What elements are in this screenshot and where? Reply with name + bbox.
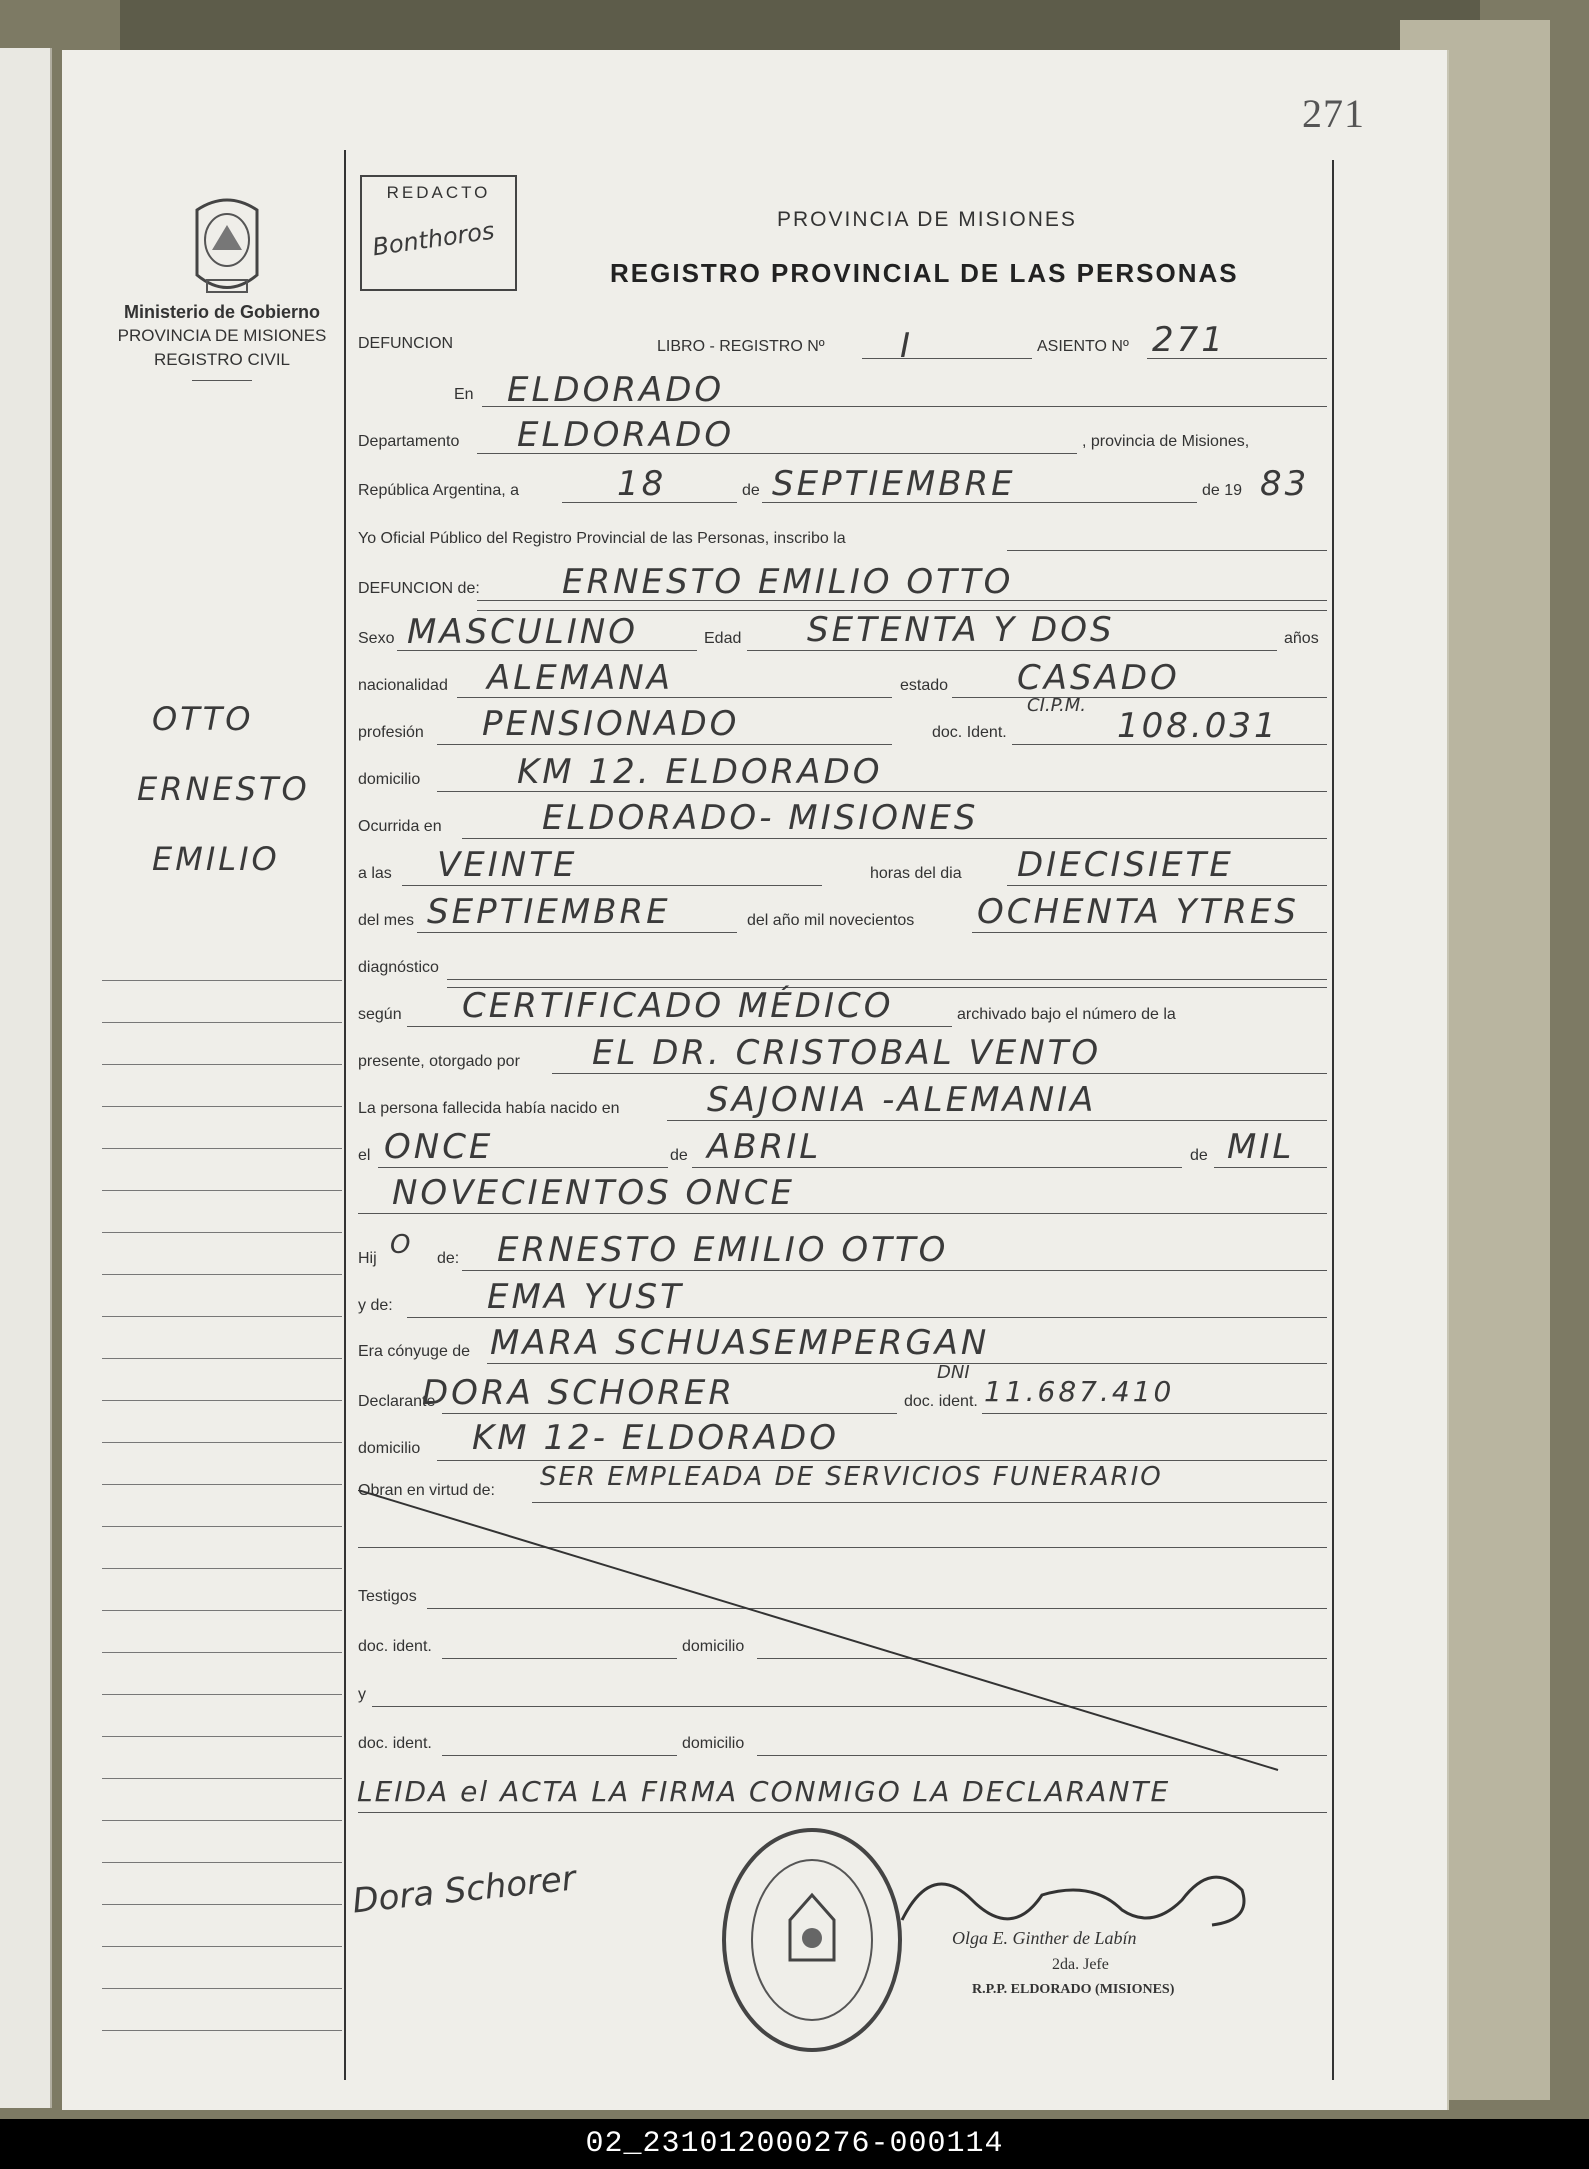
margin-rule [102, 1064, 342, 1065]
doc-ident-value: 108.031 [1117, 706, 1279, 746]
edad-label: Edad [704, 630, 742, 647]
margin-rule [102, 1694, 342, 1695]
redacto-signature: Bonthoros [370, 216, 497, 262]
horas-label: horas del dia [870, 865, 962, 882]
margin-rule [102, 1106, 342, 1107]
ministry-line2: PROVINCIA DE MISIONES [117, 326, 327, 345]
asiento-label: ASIENTO Nº [1037, 338, 1129, 355]
anio-value: 83 [1260, 464, 1310, 504]
decl-doc-value: 11.687.410 [984, 1375, 1175, 1408]
y-label: y [358, 1686, 366, 1703]
nacido-value: SAJONIA -ALEMANIA [707, 1080, 1097, 1120]
doc-ident2-label: doc. ident. [358, 1638, 432, 1655]
oficial-text: Yo Oficial Público del Registro Provincial de las Personas, inscribo la [358, 530, 846, 547]
a-las-label: a las [358, 865, 392, 882]
asiento-value: 271 [1152, 320, 1226, 360]
de-anio-label: de 19 [1202, 482, 1243, 499]
ministry-divider [192, 380, 252, 381]
margin-name-surname: OTTO [152, 700, 254, 738]
y-de-value: EMA YUST [487, 1277, 684, 1317]
segun-label: según [358, 1006, 402, 1023]
redacto-label: REDACTO [386, 183, 491, 202]
registry-title: REGISTRO PROVINCIAL DE LAS PERSONAS [610, 258, 1239, 288]
obran-label: Obran en virtud de: [358, 1482, 495, 1499]
libro-value: I [900, 326, 914, 366]
domicilio-label: domicilio [358, 771, 421, 788]
ministry-line1: Ministerio de Gobierno [123, 302, 320, 322]
nacido-label: La persona fallecida había nacido en [358, 1100, 620, 1117]
margin-rule [102, 980, 342, 981]
margin-name-first: ERNESTO [137, 770, 310, 808]
doc-ident-label: doc. Ident. [932, 724, 1007, 741]
conyuge-value: MARA SCHUASEMPERGAN [490, 1323, 990, 1363]
libro-label: LIBRO - REGISTRO Nº [657, 338, 825, 355]
official-name: Olga E. Ginther de Labín [952, 1928, 1137, 1948]
obran-value: SER EMPLEADA DE SERVICIOS FUNERARIO [540, 1462, 1163, 1492]
decl-doc-prefix: DNI [937, 1362, 970, 1383]
edad-value: SETENTA Y DOS [807, 610, 1115, 650]
official-seal-icon [712, 1820, 912, 2060]
margin-rule [102, 1610, 342, 1611]
republica-label: República Argentina, a [358, 482, 519, 499]
presente-label: presente, otorgado por [358, 1053, 520, 1070]
province-title: PROVINCIA DE MISIONES [777, 208, 1077, 231]
margin-rule [102, 1190, 342, 1191]
defuncion-de-label: DEFUNCION de: [358, 580, 480, 597]
anios-label: años [1284, 630, 1319, 647]
decl-domicilio-value: KM 12- ELDORADO [472, 1418, 839, 1458]
decl-domicilio-label: domicilio [358, 1440, 421, 1457]
hijo-suffix: O [390, 1230, 414, 1260]
el-value: ONCE [384, 1127, 494, 1167]
estado-label: estado [900, 677, 949, 694]
a-las-value: VEINTE [437, 845, 578, 885]
document-page [62, 50, 1447, 2110]
profesion-value: PENSIONADO [482, 704, 740, 744]
diagnostico-label: diagnóstico [358, 959, 439, 976]
departamento-value: ELDORADO [517, 415, 735, 455]
profesion-label: profesión [358, 724, 424, 741]
nacionalidad-value: ALEMANA [487, 658, 673, 698]
hijo-de-label: de: [437, 1250, 460, 1267]
segun-value: CERTIFICADO MÉDICO [462, 986, 894, 1026]
del-anio-value: OCHENTA YTRES [977, 892, 1299, 932]
margin-rule [102, 1274, 342, 1275]
mil-value: MIL [1227, 1127, 1295, 1167]
margin-rule [102, 2030, 342, 2031]
margin-rule [102, 1526, 342, 1527]
en-label: En [454, 386, 474, 403]
margin-rule [102, 1988, 342, 1989]
margin-rule [102, 1946, 342, 1947]
ocurrida-label: Ocurrida en [358, 818, 442, 835]
el-label: el [358, 1147, 371, 1164]
domicilio-value: KM 12. ELDORADO [517, 752, 883, 792]
margin-rule [102, 1232, 342, 1233]
doc-ident3-label: doc. ident. [358, 1735, 432, 1752]
ministry-header [102, 300, 342, 389]
y-de-label: y de: [358, 1297, 393, 1314]
hijo-de-value: ERNESTO EMILIO OTTO [497, 1230, 949, 1270]
margin-rule [102, 1736, 342, 1737]
domicilio3-label: domicilio [682, 1735, 745, 1752]
archivado-label: archivado bajo el número de la [957, 1006, 1176, 1023]
declarante-signature: Dora Schorer [350, 1858, 578, 1922]
de3-label: de [1190, 1147, 1208, 1164]
mes-value: SEPTIEMBRE [772, 464, 1016, 504]
sexo-label: Sexo [358, 630, 395, 647]
declarante-value: DORA SCHORER [422, 1373, 736, 1413]
cancellation-diagonal [358, 1490, 1318, 1790]
margin-rule [102, 1484, 342, 1485]
testigos-label: Testigos [358, 1588, 417, 1605]
estado-value: CASADO [1017, 658, 1180, 698]
en-value: ELDORADO [507, 370, 725, 410]
decl-doc-label: doc. ident. [904, 1393, 978, 1410]
margin-name-middle: EMILIO [152, 840, 280, 878]
novecientos-value: NOVECIENTOS ONCE [392, 1173, 795, 1213]
del-mes-label: del mes [358, 912, 415, 929]
book-cover-top [120, 0, 1480, 50]
margin-rule [102, 1400, 342, 1401]
record-type-label: DEFUNCION [358, 335, 454, 352]
defuncion-de-value: ERNESTO EMILIO OTTO [562, 562, 1014, 602]
office-stamp: R.P.P. ELDORADO (MISIONES) [972, 1982, 1175, 1997]
hijo-label: Hij [358, 1250, 377, 1267]
margin-rule [102, 1148, 342, 1149]
domicilio2-label: domicilio [682, 1638, 745, 1655]
margin-rule [102, 1862, 342, 1863]
departamento-label: Departamento [358, 433, 460, 450]
abril-value: ABRIL [707, 1127, 822, 1167]
margin-rule [102, 1358, 342, 1359]
del-mes-value: SEPTIEMBRE [427, 892, 671, 932]
ministry-line3: REGISTRO CIVIL [153, 350, 291, 369]
de2-label: de [670, 1147, 688, 1164]
image-id-footer: 02_231012000276-000114 [0, 2119, 1589, 2169]
page-number: 271 [1302, 91, 1365, 136]
dia-value: 18 [617, 464, 667, 504]
margin-rule [102, 1568, 342, 1569]
del-anio-label: del año mil novecientos [747, 912, 915, 929]
margin-rule [102, 1442, 342, 1443]
margin-rule [102, 1820, 342, 1821]
ocurrida-value: ELDORADO- MISIONES [542, 798, 979, 838]
presente-value: EL DR. CRISTOBAL VENTO [592, 1033, 1102, 1073]
de-label: de [742, 482, 760, 499]
horas-value: DIECISIETE [1017, 845, 1234, 885]
margin-rule [102, 1652, 342, 1653]
margin-rule [102, 1904, 342, 1905]
declarante-label: Declarante [358, 1393, 436, 1410]
margin-rule [102, 1022, 342, 1023]
margin-rule [102, 1316, 342, 1317]
redacto-box [360, 175, 517, 291]
leida-statement: LEIDA el ACTA LA FIRMA CONMIGO LA DECLARANTE [357, 1775, 1171, 1808]
ministry-crest-icon [177, 180, 277, 310]
sexo-value: MASCULINO [407, 612, 638, 652]
conyuge-label: Era cónyuge de [358, 1343, 471, 1360]
doc-ident-prefix: CI.P.M. [1027, 695, 1086, 716]
previous-page-edge [0, 48, 52, 2108]
provincia-suffix: , provincia de Misiones, [1082, 433, 1250, 450]
nacionalidad-label: nacionalidad [358, 677, 448, 694]
official-title: 2da. Jefe [1052, 1956, 1109, 1973]
margin-rule [102, 1778, 342, 1779]
